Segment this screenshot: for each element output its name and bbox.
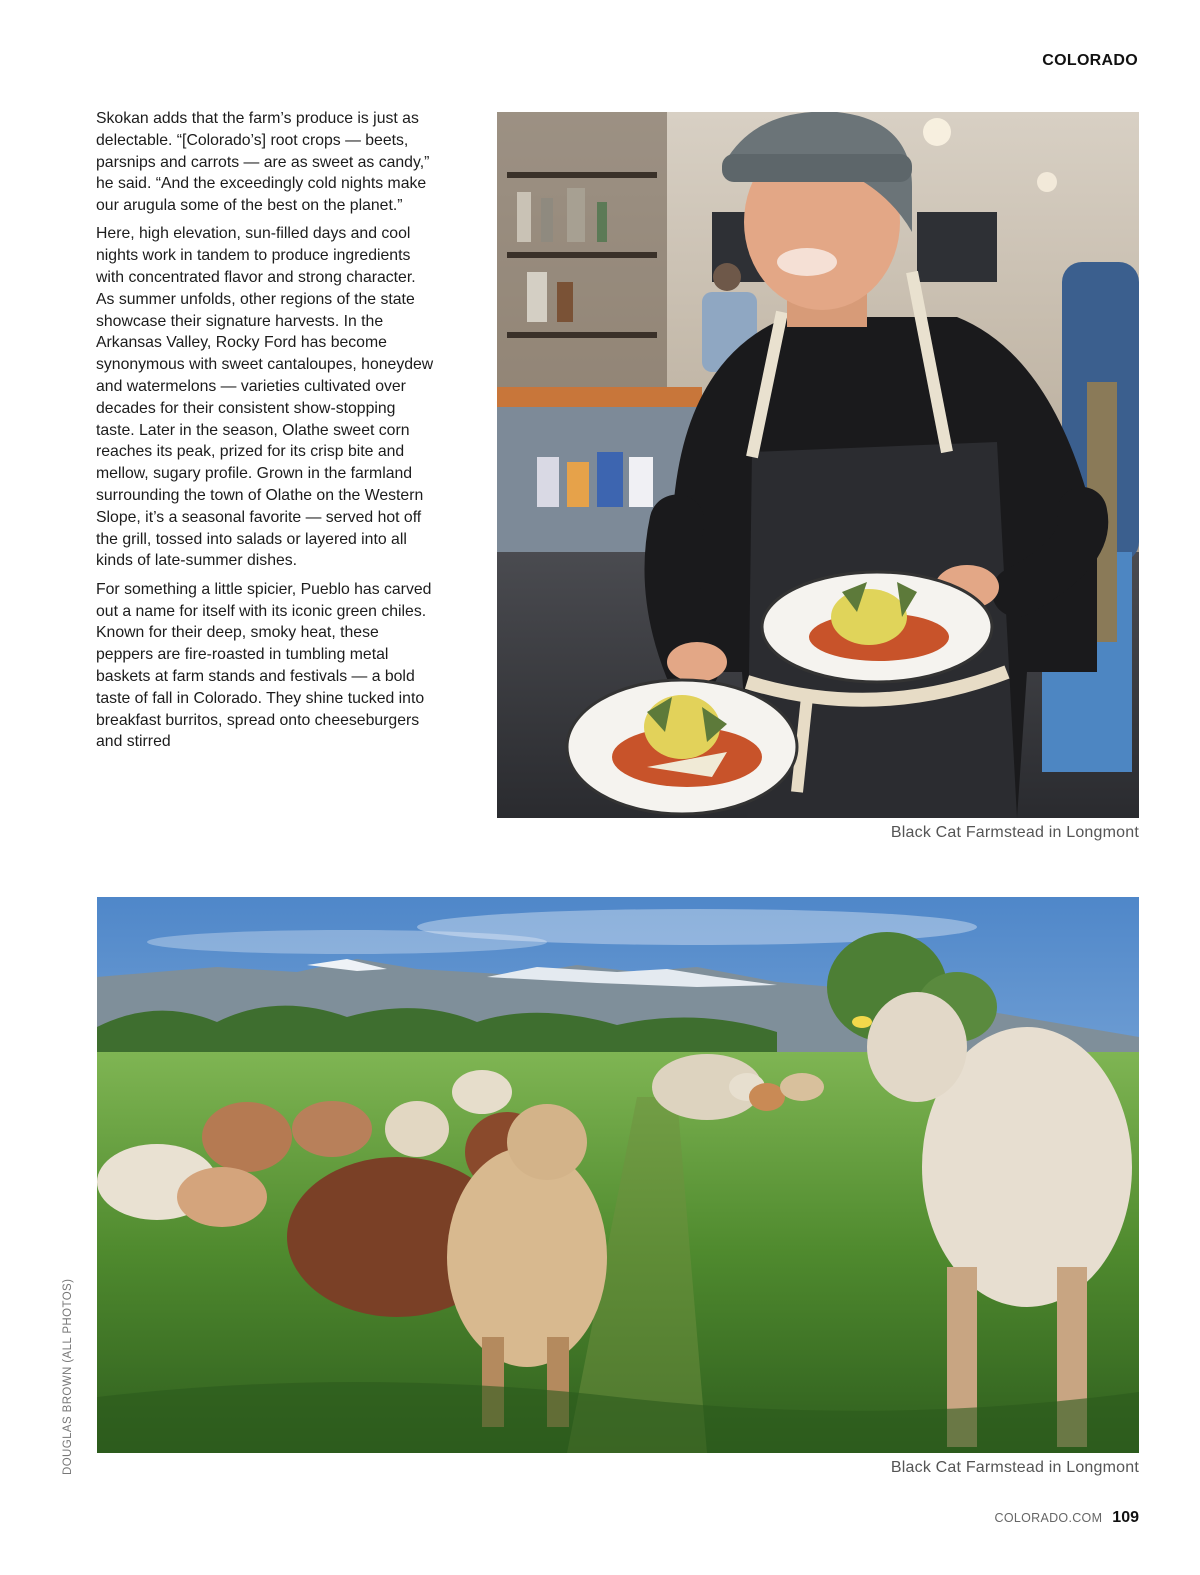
article-paragraph: For something a little spicier, Pueblo has carved out a name for itself with its iconic green chiles. Known for their deep, smoky heat, these peppers are fire-roasted in tumbling metal baskets at farm stands and festivals — a bold taste of fall in Colorado. They shine tucked into breakfast burritos, spread onto cheeseburgers and stirred [96,580,432,751]
chef-photo [497,112,1139,818]
section-label: COLORADO [1042,52,1138,69]
footer-site: COLORADO.COM [994,1511,1103,1525]
photo-credit: DOUGLAS BROWN (ALL PHOTOS) [62,1278,74,1475]
page-footer [995,1509,1139,1527]
article-body [96,108,436,760]
page-number: 109 [1112,1509,1139,1526]
article-paragraph: Skokan adds that the farm’s produce is just as delectable. “[Colorado’s] root crops — beets, parsnips and carrots — are as sweet as candy,” he said. “And the exceedingly cold nights make our arugula some of the best on the planet.” [96,110,430,215]
photo-caption: Black Cat Farmstead in Longmont [890,1459,1139,1476]
sheep-photo [97,897,1139,1453]
article-paragraph: Here, high elevation, sun-filled days and cool nights work in tandem to produce ingredients with concentrated flavor and strong character. As summer unfolds, other regions of the state showcase their signature harvests. In the Arkansas Valley, Rocky Ford has become synonymous with sweet cantaloupes, honeydew and watermelons — varieties cultivated over decades for their consistent show-stopping taste. Later in the season, Olathe sweet corn reaches its peak, prized for its crisp bite and mellow, sugary profile. Grown in the farmland surrounding the town of Olathe on the Western Slope, it’s a seasonal favorite — served hot off the grill, tossed into salads or layered into all kinds of late-summer dishes. [96,225,434,570]
photo-caption: Black Cat Farmstead in Longmont [890,824,1139,841]
